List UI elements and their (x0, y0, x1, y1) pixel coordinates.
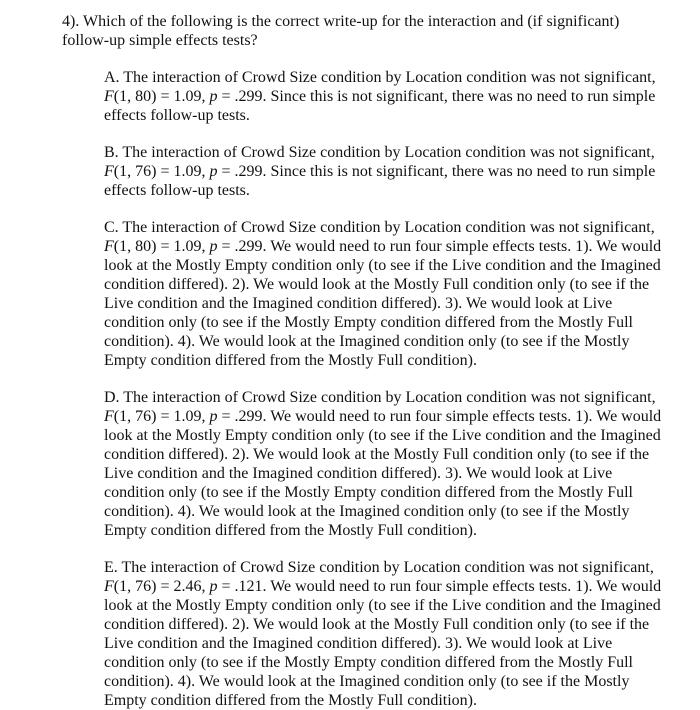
question-prompt: Which of the following is the correct write-up for the interaction and (if significant) follow-up simple effects tests? (62, 13, 620, 49)
answer-options (62, 68, 670, 710)
option-lead: The interaction of Crowd Size condition by Location condition was not significant, (123, 69, 656, 86)
stat-p: p (209, 408, 218, 425)
stat-f: F (104, 238, 114, 255)
option-rest: We would need to run four simple effects tests. 1). We would look at the Mostly Empty condition only (to see if the Live condition and the Imagined condition differed). 2). We would look at the Mostly Full condition only (to see if the Live condition and the Imagined condition differed). 3). We would look at Live condition only (to see if the Mostly Empty condition differed from the Mostly Full condition). 4). We would look at the Imagined condition only (to see if the Mostly Empty condition differed from the Mostly Full condition). (104, 408, 662, 539)
option-letter: C. (104, 219, 119, 236)
question-number: 4). (62, 13, 80, 30)
option-letter: B. (104, 144, 119, 161)
stat-f: F (104, 578, 114, 595)
option-d[interactable] (104, 388, 670, 540)
option-rest: We would need to run four simple effects tests. 1). We would look at the Mostly Empty condition only (to see if the Live condition and the Imagined condition differed). 2). We would look at the Mostly Full condition only (to see if the Live condition and the Imagined condition differed). 3). We would look at Live condition only (to see if the Mostly Empty condition differed from the Mostly Full condition). 4). We would look at the Imagined condition only (to see if the Mostly Empty condition differed from the Mostly Full condition). (104, 238, 662, 369)
option-lead: The interaction of Crowd Size condition by Location condition was not significant, (123, 389, 656, 406)
stat-df: (1, 76) = 1.09, (113, 408, 210, 425)
option-letter: D. (104, 389, 120, 406)
stat-pval: = .121. (217, 578, 271, 595)
stat-pval: = .299. (217, 408, 271, 425)
stat-df: (1, 76) = 2.46, (113, 578, 210, 595)
option-letter: A. (104, 69, 120, 86)
option-rest: Since this is not significant, there was no need to run simple effects follow-up tests. (104, 88, 656, 124)
option-lead: The interaction of Crowd Size condition by Location condition was not significant, (121, 559, 654, 576)
option-e[interactable] (104, 558, 670, 710)
stat-p: p (209, 163, 218, 180)
option-b[interactable] (104, 143, 670, 200)
stat-df: (1, 80) = 1.09, (113, 88, 210, 105)
option-c[interactable] (104, 218, 670, 370)
option-lead: The interaction of Crowd Size condition by Location condition was not significant, (122, 144, 655, 161)
stat-f: F (104, 88, 114, 105)
stat-p: p (209, 578, 218, 595)
option-rest: Since this is not significant, there was no need to run simple effects follow-up tests. (104, 163, 656, 199)
stat-f: F (104, 408, 114, 425)
option-a[interactable] (104, 68, 670, 125)
option-rest: We would need to run four simple effects tests. 1). We would look at the Mostly Empty condition only (to see if the Live condition and the Imagined condition differed). 2). We would look at the Mostly Full condition only (to see if the Live condition and the Imagined condition differed). 3). We would look at Live condition only (to see if the Mostly Empty condition differed from the Mostly Full condition). 4). We would look at the Imagined condition only (to see if the Mostly Empty condition differed from the Mostly Full condition). (104, 578, 662, 709)
stat-pval: = .299. (217, 238, 271, 255)
stat-pval: = .299. (217, 88, 271, 105)
option-lead: The interaction of Crowd Size condition by Location condition was not significant, (122, 219, 655, 236)
stat-df: (1, 80) = 1.09, (113, 238, 210, 255)
question-text (62, 12, 670, 50)
stat-pval: = .299. (217, 163, 271, 180)
stat-p: p (209, 88, 218, 105)
stat-df: (1, 76) = 1.09, (113, 163, 210, 180)
stat-f: F (104, 163, 114, 180)
option-letter: E. (104, 559, 118, 576)
stat-p: p (209, 238, 218, 255)
